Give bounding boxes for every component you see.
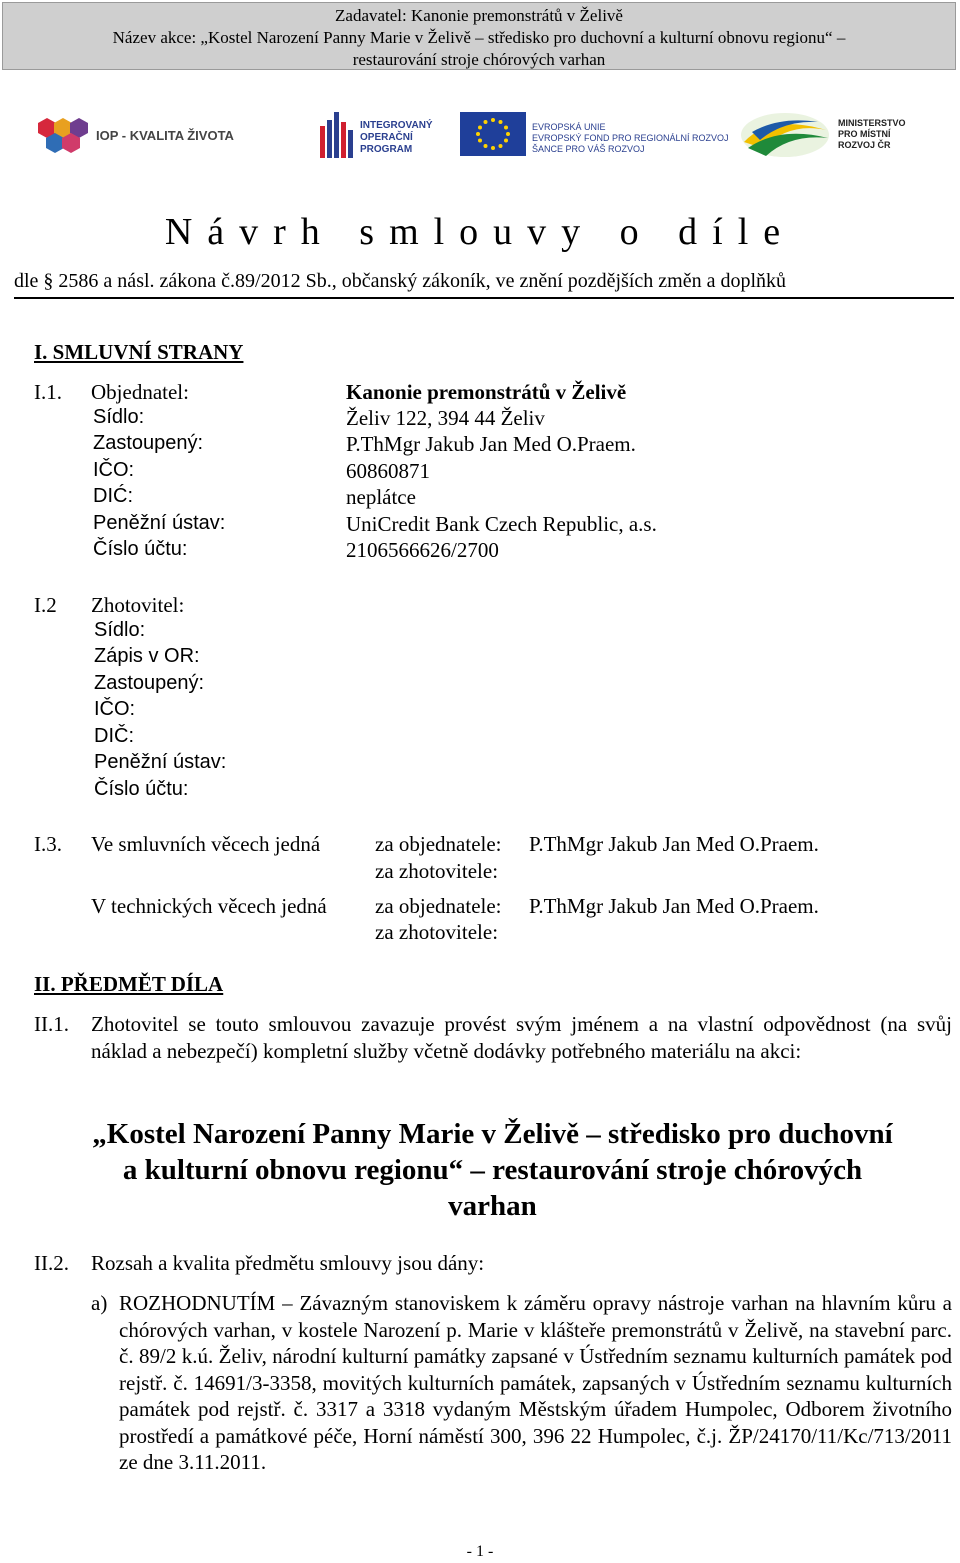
predmet-1-text: Zhotovitel se touto smlouvou zavazuje provést svým jménem a na vlastní odpovědnost (na svůj náklad a nebezpečí) kompletní služby včetně dodávky potřebného materiálu na akci: xyxy=(91,1012,952,1063)
mmr-line-1: MINISTERSTVO xyxy=(838,118,906,128)
header-project-name: Název akce: „Kostel Narození Panny Marie v Želivě – středisko pro duchovní a kulturní obnovu regionu“ – xyxy=(112,28,846,47)
iop-program-bars-icon xyxy=(320,112,356,158)
objednatel-bank-label: Peněžní ústav: xyxy=(93,512,226,534)
project-title xyxy=(30,1116,955,1224)
objednatel-ico-label: IČO: xyxy=(93,459,135,481)
header-contracting-authority: Zadavatel: Kanonie premonstrátů v Želivě xyxy=(335,6,623,25)
zhotovitel-number: I.2 xyxy=(34,593,57,617)
mmr-logo-icon xyxy=(740,112,830,158)
objednatel-number: I.1. xyxy=(34,380,62,404)
zhotovitel-ico-label: IČO: xyxy=(94,698,136,720)
zhotovitel-zastoupeny-label: Zastoupený: xyxy=(94,672,205,694)
iop-program-line-2: OPERAČNÍ xyxy=(360,132,413,143)
page-number: - 1 - xyxy=(466,1543,494,1560)
objednatel-sidlo-label: Sídlo: xyxy=(93,406,145,428)
objednatel-zastoupeny: P.ThMgr Jakub Jan Med O.Praem. xyxy=(346,432,636,456)
project-title-line-2: a kulturní obnovu regionu“ – restaurování stroje chórových xyxy=(122,1154,863,1186)
iop-logo-text: IOP - KVALITA ŽIVOTA xyxy=(96,128,234,143)
eu-flag-icon xyxy=(460,112,526,156)
technicke-veci-label: V technických věcech jedná xyxy=(91,894,327,918)
item-a-text: ROZHODNUTÍM – Závazným stanoviskem k záměru opravy nástroje varhan na hlavním kůru a chórových varhan, v kostele Narození p. Marie v klášteře premonstrátů v Želivě, na stavební parc. č. 89/2 k.ú. Želiv, národní kulturní památky zapsané v Ústředním seznamu kulturních památek pod rejstř. č. 14691/3-3358, movitých kulturních památek, zapsaných v Ústředním seznamu kulturních památek pod rejstř. č. 3317 a 3318 vydaným Městským úřadem Humpolec, Odborem životního prostředí a památkové péče, Horní náměstí 300, 396 22 Humpolec, č.j. ŽP/24170/11/Kc/713/2011 ze dne 3.11.2011. xyxy=(119,1291,952,1474)
eu-line-3: ŠANCE PRO VÁŠ ROZVOJ xyxy=(532,144,645,154)
mmr-logo-text xyxy=(838,118,906,151)
header-box xyxy=(2,2,956,70)
smluvni-veci-label: Ve smluvních věcech jedná xyxy=(91,832,321,856)
item-a-label: a) xyxy=(91,1291,108,1315)
jedna-number: I.3. xyxy=(34,832,62,856)
smluvni-za-zhotovitele: za zhotovitele: xyxy=(375,859,499,883)
objednatel-name: Kanonie premonstrátů v Želivě xyxy=(346,380,627,404)
iop-program-line-1: INTEGROVANÝ xyxy=(360,120,433,131)
technicke-objednatel-person: P.ThMgr Jakub Jan Med O.Praem. xyxy=(529,894,819,918)
iop-program-line-3: PROGRAM xyxy=(360,144,413,155)
iop-program-text xyxy=(360,120,433,156)
objednatel-bank: UniCredit Bank Czech Republic, a.s. xyxy=(346,512,657,536)
objednatel-account-label: Číslo účtu: xyxy=(93,538,188,560)
objednatel-dic-label: DIĆ: xyxy=(93,485,133,507)
header-project-name-cont: restaurování stroje chórových varhan xyxy=(352,50,606,69)
predmet-2-text: Rozsah a kvalita předmětu smlouvy jsou dány: xyxy=(91,1251,485,1275)
predmet-2-number: II.2. xyxy=(34,1251,69,1275)
technicke-za-objednatele: za objednatele: xyxy=(375,894,502,918)
objednatel-label: Objednatel: xyxy=(91,380,189,404)
mmr-line-2: PRO MÍSTNÍ xyxy=(838,129,891,139)
objednatel-account: 2106566626/2700 xyxy=(346,538,499,562)
iop-hexagon-logo-icon xyxy=(38,118,90,154)
smluvni-za-objednatele: za objednatele: xyxy=(375,832,502,856)
section-1-heading: I. SMLUVNÍ STRANY xyxy=(34,340,244,364)
smluvni-objednatel-person: P.ThMgr Jakub Jan Med O.Praem. xyxy=(529,832,819,856)
section-2-heading: II. PŘEDMĚT DÍLA xyxy=(34,972,224,996)
logo-strip xyxy=(0,100,960,170)
zhotovitel-label: Zhotovitel: xyxy=(91,593,185,617)
objednatel-dic: neplátce xyxy=(346,485,416,509)
technicke-za-zhotovitele: za zhotovitele: xyxy=(375,920,499,944)
project-title-line-3: varhan xyxy=(448,1190,537,1222)
mmr-line-3: ROZVOJ ČR xyxy=(838,140,891,150)
document-subtitle: dle § 2586 a násl. zákona č.89/2012 Sb., občanský zákoník, ve znění pozdějších změn a doplňků xyxy=(14,270,954,299)
eu-logo-text xyxy=(532,122,729,155)
predmet-1-number: II.1. xyxy=(34,1012,69,1036)
document-title: Návrh smlouvy o díle xyxy=(164,211,796,253)
zhotovitel-bank-label: Peněžní ústav: xyxy=(94,751,227,773)
zhotovitel-dic-label: DIČ: xyxy=(94,725,134,747)
eu-line-2: EVROPSKÝ FOND PRO REGIONÁLNÍ ROZVOJ xyxy=(532,133,729,143)
zhotovitel-or-label: Zápis v OR: xyxy=(94,645,200,667)
objednatel-ico: 60860871 xyxy=(346,459,430,483)
zhotovitel-sidlo-label: Sídlo: xyxy=(94,619,146,641)
zhotovitel-account-label: Číslo účtu: xyxy=(94,778,189,800)
objednatel-sidlo: Želiv 122, 394 44 Želiv xyxy=(346,406,545,430)
objednatel-zastoupeny-label: Zastoupený: xyxy=(93,432,204,454)
project-title-line-1: „Kostel Narození Panny Marie v Želivě – středisko pro duchovní xyxy=(92,1118,893,1150)
eu-line-1: EVROPSKÁ UNIE xyxy=(532,122,606,132)
